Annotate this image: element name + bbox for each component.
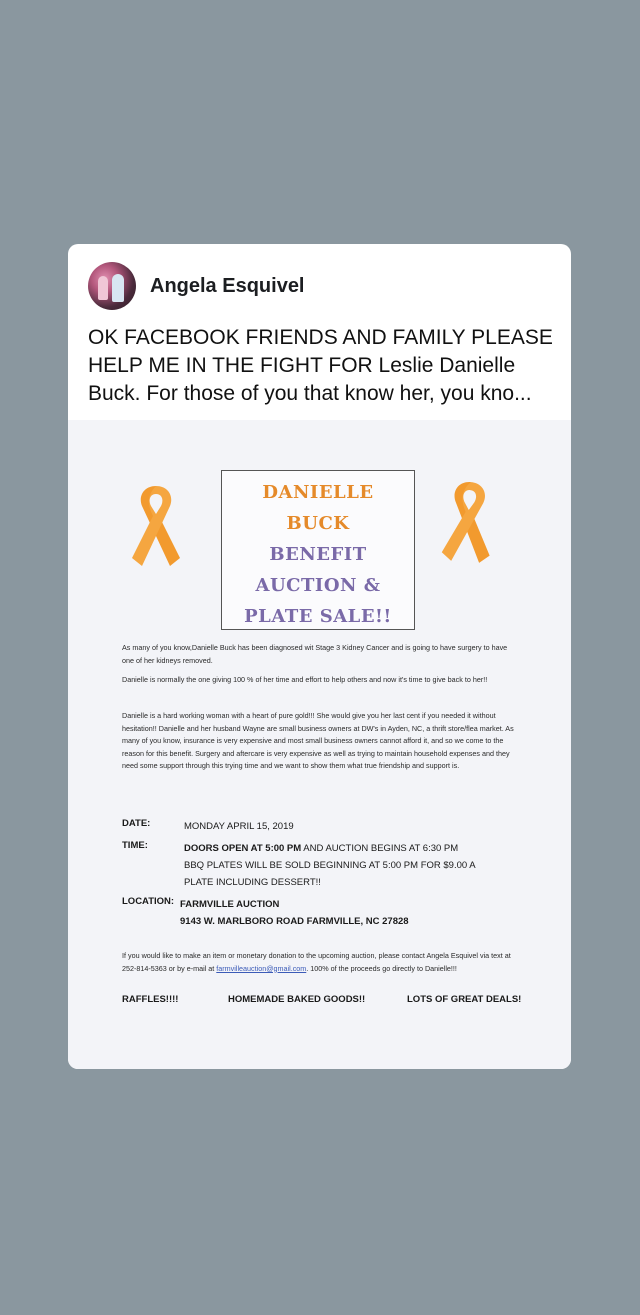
avatar-figure-right bbox=[112, 274, 124, 302]
donation-text-after: . 100% of the proceeds go directly to Danielle!!! bbox=[306, 963, 457, 973]
footer-great-deals: LOTS OF GREAT DEALS! bbox=[407, 994, 522, 1005]
flyer-paragraph-story: Danielle is a hard working woman with a heart of pure gold!!! She would give you her last cent if you needed it without hesitation!! Danielle and her husband Wayne are small business owners at DW's in Ayden, NC, a thrift store/flea market. As many of you know, insurance is very expensive and most small business owners cannot afford it, and so we come to the reason for this benefit. Surgery and aftercare is very expensive as well as trying to maintain household expenses and they need some support through this trying time and we want to show them what true friendship and support is. bbox=[122, 711, 514, 770]
time-doors-open: DOORS OPEN AT 5:00 PM bbox=[184, 843, 302, 854]
flyer-title-name-last: BUCK bbox=[286, 513, 350, 534]
footer-raffles: RAFFLES!!!! bbox=[122, 994, 179, 1005]
time-bbq-plates: BBQ PLATES WILL BE SOLD BEGINNING AT 5:00 PM FOR $9.00 A bbox=[184, 860, 476, 871]
footer-baked-goods: HOMEMADE BAKED GOODS!! bbox=[228, 994, 366, 1005]
avatar-figure-left bbox=[98, 276, 108, 300]
flyer-paragraph-give-back: Danielle is normally the one giving 100 % of her time and effort to help others and now it's time to give back to her!! bbox=[122, 675, 488, 684]
time-value bbox=[184, 840, 476, 891]
flyer-title-auction: AUCTION & bbox=[255, 575, 381, 596]
post-text[interactable]: OK FACEBOOK FRIENDS AND FAMILY PLEASE HELP ME IN THE FIGHT FOR Leslie Danielle Buck. For those of you that know her, you kno... bbox=[88, 326, 553, 405]
author-name[interactable]: Angela Esquivel bbox=[150, 274, 305, 297]
donation-text-before: If you would like to make an item or monetary donation to the upcoming auction, please contact Angela Esquivel via text at 252-814-5363 or by e-mail at bbox=[122, 951, 511, 973]
location-address: 9143 W. MARLBORO ROAD FARMVILLE, NC 27828 bbox=[180, 916, 409, 927]
flyer-paragraph-diagnosis: As many of you know,Danielle Buck has been diagnosed wit Stage 3 Kidney Cancer and is going to have surgery to have one of her kidneys removed. bbox=[122, 643, 508, 665]
awareness-ribbon-right-icon bbox=[435, 474, 501, 568]
flyer-title-name-first: DANIELLE bbox=[262, 482, 374, 503]
avatar[interactable] bbox=[88, 262, 136, 310]
flyer-image[interactable] bbox=[68, 420, 571, 1069]
time-auction-begins: AND AUCTION BEGINS AT 6:30 PM bbox=[301, 843, 459, 854]
location-name: FARMVILLE AUCTION bbox=[180, 899, 280, 910]
flyer-title-box bbox=[221, 470, 415, 630]
awareness-ribbon-left-icon bbox=[126, 480, 186, 570]
post-card bbox=[68, 244, 571, 1069]
post-header bbox=[88, 262, 305, 310]
time-plate-dessert: PLATE INCLUDING DESSERT!! bbox=[184, 877, 321, 888]
donation-email-link[interactable]: farmvilleauction@gmail.com bbox=[216, 963, 307, 973]
location-value bbox=[180, 896, 409, 930]
flyer-title-benefit: BENEFIT bbox=[269, 544, 367, 565]
date-label: DATE: bbox=[122, 818, 151, 829]
location-label: LOCATION: bbox=[122, 896, 175, 907]
flyer-paragraph-donation bbox=[122, 950, 517, 975]
time-label: TIME: bbox=[122, 840, 148, 851]
date-value: MONDAY APRIL 15, 2019 bbox=[184, 821, 294, 832]
flyer-title-plate-sale: PLATE SALE!! bbox=[244, 606, 392, 627]
